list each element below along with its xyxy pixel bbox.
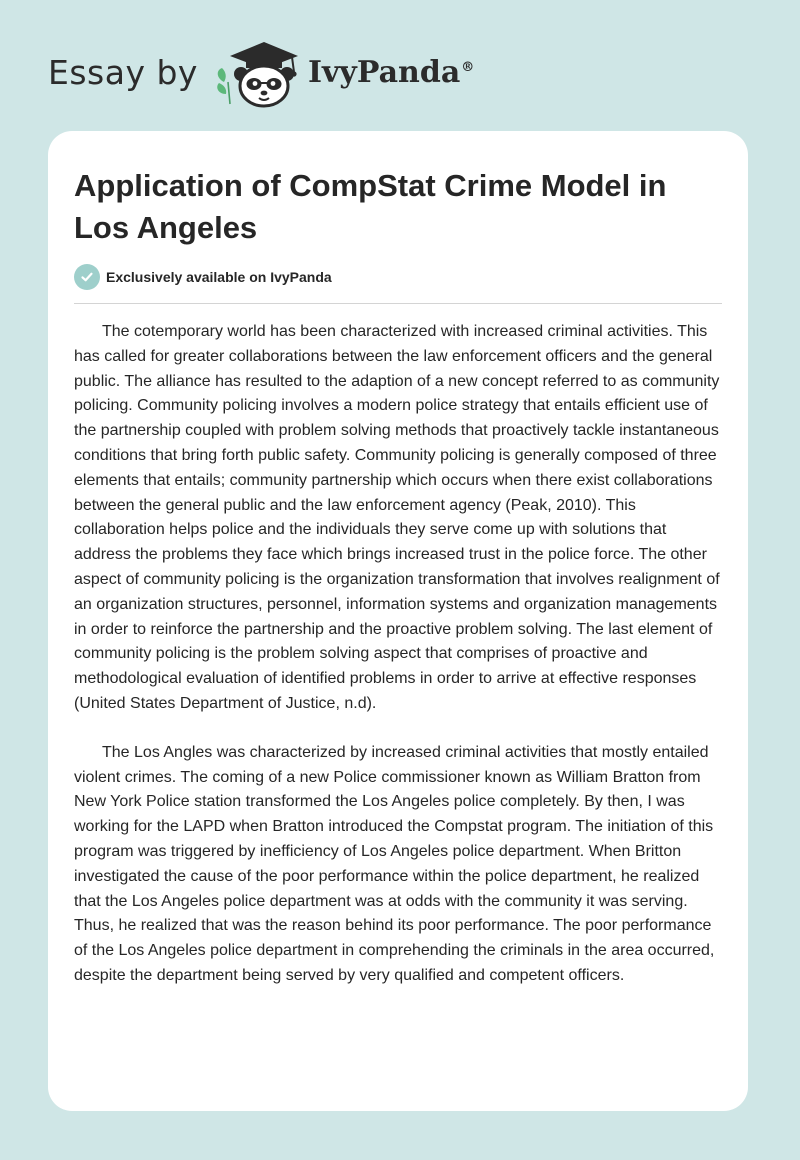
essay-body bbox=[74, 320, 724, 1013]
brand-name-text: IvyPanda bbox=[307, 54, 461, 90]
paragraph-2: The Los Angles was characterized by increased criminal activities that mostly entailed violent crimes. The coming of a new Police commissioner known as William Bratton from New York Police station transformed the Los Angeles police completely. By then, I was working for the LAPD when Bratton introduced the Compstat program. The initiation of this program was triggered by inefficiency of Los Angeles police department. When Britton investigated the cause of the poor performance within the police department, he realized that the Los Angeles police department was at odds with the community it was serving. Thus, he realized that was the reason behind its poor performance. The poor performance of the Los Angeles police department in comprehending the criminals in the area occurred, despite the department being served by very qualified and competent officers. bbox=[74, 743, 715, 984]
panda-graduate-logo-icon[interactable] bbox=[212, 36, 302, 108]
registered-mark: ® bbox=[461, 59, 475, 75]
check-circle-icon bbox=[74, 264, 100, 290]
brand-name[interactable] bbox=[308, 55, 474, 90]
site-header bbox=[48, 36, 474, 108]
essay-card bbox=[48, 131, 748, 1111]
exclusive-badge bbox=[74, 264, 332, 290]
essay-by-label: Essay by bbox=[48, 52, 198, 92]
exclusive-badge-text: Exclusively available on IvyPanda bbox=[106, 269, 332, 285]
divider bbox=[74, 303, 722, 304]
paragraph-1: The cotemporary world has been characterized with increased criminal activities. This has called for greater collaborations between the law enforcement officers and the general public. The alliance has resulted to the adaption of a new concept referred to as community policing. Community policing involves a modern police strategy that entails efficient use of the partnership coupled with problem solving methods that proactively tackle instantaneous conditions that bring forth public safety. Community policing is generally composed of three elements that entails; community partnership which occurs when there exist collaborations between the general public and the law enforcement agency (Peak, 2010). This collaboration helps police and the individuals they serve come up with solutions that address the problems they face which brings increased trust in the police force. The other aspect of community policing is the organization transformation that involves realignment of an organization structures, personnel, information systems and organization managements in order to reinforce the partnership and the proactive problem solving. The last element of community policing is the problem solving aspect that comprises of proactive and methodological evaluation of identified problems in order to arrive at effective responses (United States Department of Justice, n.d). bbox=[74, 323, 720, 712]
page-title: Application of CompStat Crime Model in Los Angeles bbox=[74, 168, 667, 245]
